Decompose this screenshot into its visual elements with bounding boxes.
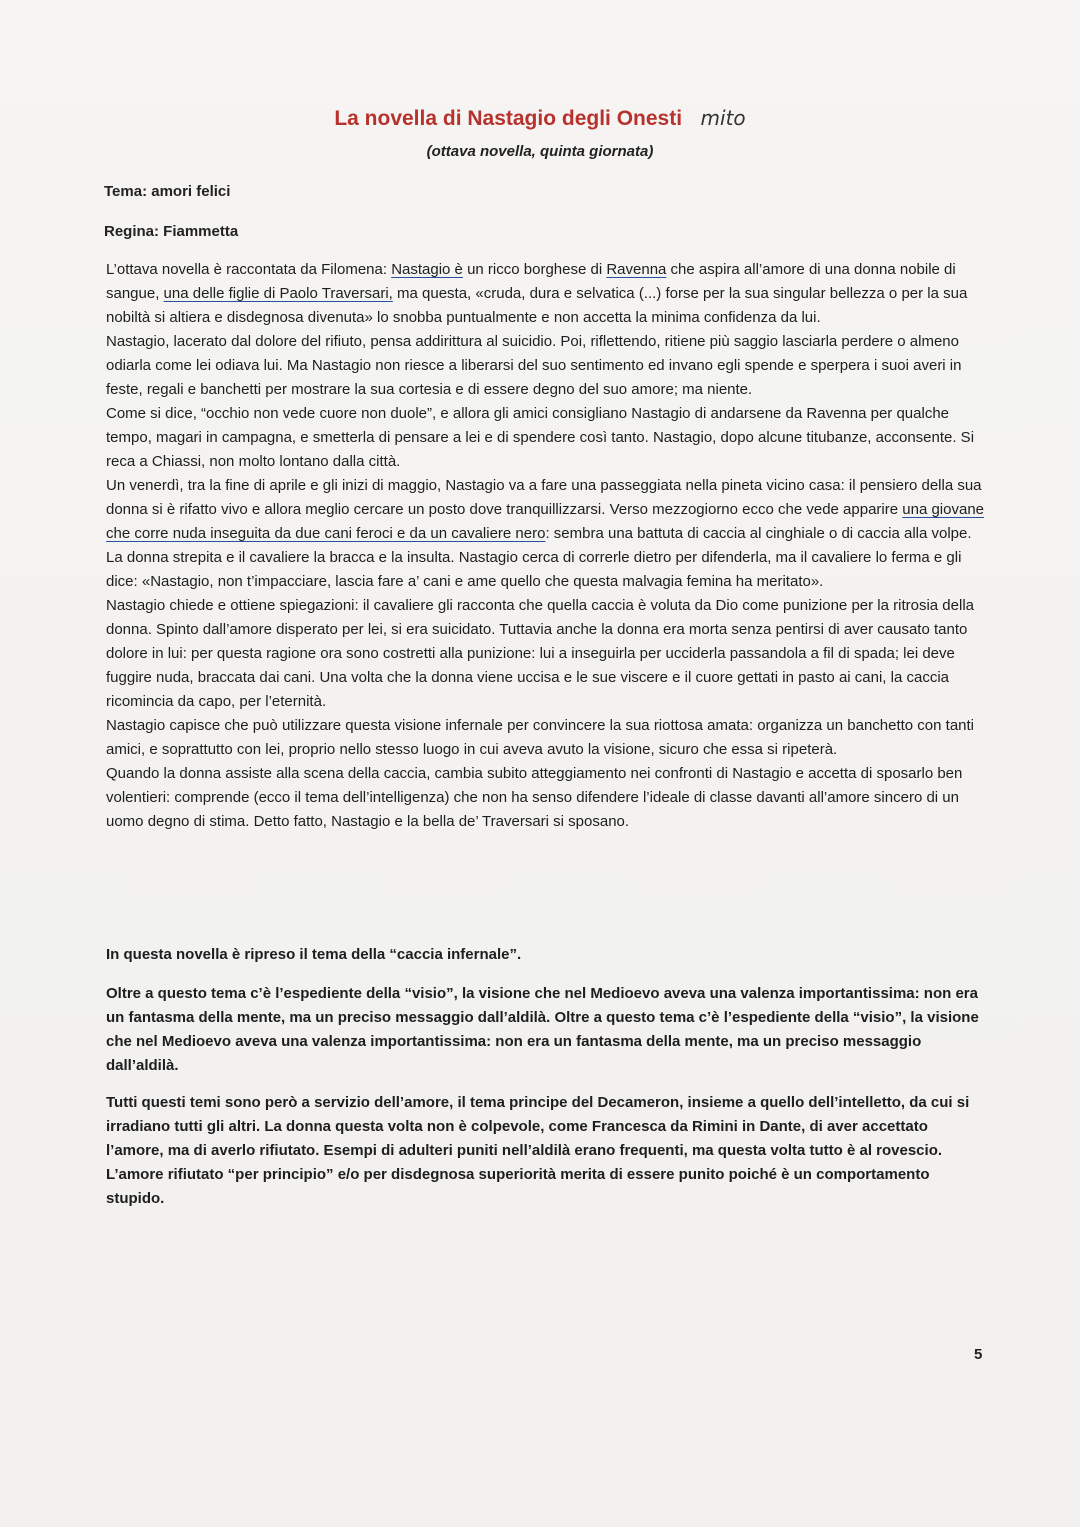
paragraph-1: L’ottava novella è raccontata da Filomena: Nastagio è un ricco borghese di Ravenna che aspira all’amore di una donna nobile di sangue, una delle figlie di Paolo Traversari, ma questa, «cruda, dura e selvatica (...) forse per la sua singular bellezza o per la sua nobiltà si altiera e disdegnosa divenuta» lo snobba puntualmente e non accetta la minima confidenza da lui.	[106, 261, 968, 326]
title-row	[0, 106, 1080, 131]
paragraph-2: Nastagio, lacerato dal dolore del rifiuto, pensa addirittura al suicidio. Poi, riflettendo, ritiene più saggio lasciarla perdere o almeno odiarla come lei odiava lui. Ma Nastagio non riesce a liberarsi del suo sentimento ed invano egli spende e sperpera i suoi averi in feste, regali e banchetti per mostrare la sua cortesia e di essere degno del suo amore; ma niente.	[106, 333, 962, 398]
conclusion-3: Tutti questi temi sono però a servizio dell’amore, il tema principe del Decameron, insieme a quello dell’intelletto, da cui si irradiano tutti gli altri. La donna questa volta non è colpevole, come Francesca da Rimini in Dante, di aver accettato l’amore, ma di averlo rifiutato. Esempi di adulteri puniti nell’aldilà erano frequenti, ma questa volta tutto è al rovescio. L’amore rifiutato “per principio” e/o per disdegnosa superiorità merita di essere punito poiché è un comportamento stupido.	[106, 1094, 970, 1207]
paragraph-7: Quando la donna assiste alla scena della caccia, cambia subito atteggiamento nei confronti di Nastagio e accetta di sposarlo ben volentieri: comprende (ecco il tema dell’intelligenza) che non ha senso difendere l’ideale di classe davanti all’amore sincero di un uomo degno di stima. Detto fatto, Nastagio e la bella de’ Traversari si sposano.	[106, 765, 963, 830]
conclusion-1: In questa novella è ripreso il tema della “caccia infernale”.	[106, 946, 522, 963]
paragraph-6: Nastagio capisce che può utilizzare questa visione infernale per convincere la sua riottosa amata: organizza un banchetto con tanti amici, e soprattutto con lei, proprio nello stesso luogo in cui aveva avuto la visione, sicuro che essa si ripeterà.	[106, 717, 975, 758]
page-title: La novella di Nastagio degli Onesti	[334, 107, 683, 130]
paragraph-5: Nastagio chiede e ottiene spiegazioni: il cavaliere gli racconta che quella caccia è voluta da Dio come punizione per la ritrosia della donna. Spinto dall’amore disperato per lei, si era suicidato. Tuttavia anche la donna era morta senza pentirsi di aver causato tanto dolore in lui: per questa ragione ora sono costretti alla punizione: lui a inseguirla per ucciderla passandola a fil di spada; lei deve fuggire nuda, braccata dai cani. Una volta che la donna viene uccisa e le sue viscere e il cuore gettati in pasto ai cani, la caccia ricomincia da capo, per l’eternità.	[106, 597, 975, 710]
tema-label: Tema: amori felici	[104, 183, 231, 200]
conclusion-2: Oltre a questo tema c’è l’espediente della “visio”, la visione che nel Medioevo aveva una valenza importantissima: non era un fantasma della mente, ma un preciso messaggio dall’aldilà. Oltre a questo tema c’è l’espediente della “visio”, la visione che nel Medioevo aveva una valenza importantissima: non era un fantasma della mente, ma un preciso messaggio dall’aldilà.	[106, 985, 979, 1074]
page-number: 5	[974, 1346, 983, 1363]
paragraph-4: Un venerdì, tra la fine di aprile e gli inizi di maggio, Nastagio va a fare una passeggiata nella pineta vicino casa: il pensiero della sua donna si è rifatto vivo e allora meglio cercare un posto dove tranquillizzarsi. Verso mezzogiorno ecco che vede apparire una giovane che corre nuda inseguita da due cani feroci e da un cavaliere nero: sembra una battuta di caccia al cinghiale o di caccia alla volpe. La donna strepita e il cavaliere la bracca e la insulta. Nastagio cerca di correrle dietro per difenderla, ma il cavaliere lo ferma e gli dice: «Nastagio, non t’impacciare, lascia fare a’ cani e ame quello che questa malvagia femina ha meritato».	[106, 477, 985, 590]
page-subtitle: (ottava novella, quinta giornata)	[426, 143, 654, 160]
summary-text	[106, 258, 986, 834]
paragraph-3: Come si dice, “occhio non vede cuore non duole”, e allora gli amici consigliano Nastagio di andarsene da Ravenna per qualche tempo, magari in campagna, e smetterla di pensare a lei e di spendere così tanto. Nastagio, dopo alcune titubanze, acconsente. Si reca a Chiassi, non molto lontano dalla città.	[106, 405, 975, 470]
handwritten-note: mito	[700, 106, 746, 130]
regina-label: Regina: Fiammetta	[104, 223, 239, 240]
